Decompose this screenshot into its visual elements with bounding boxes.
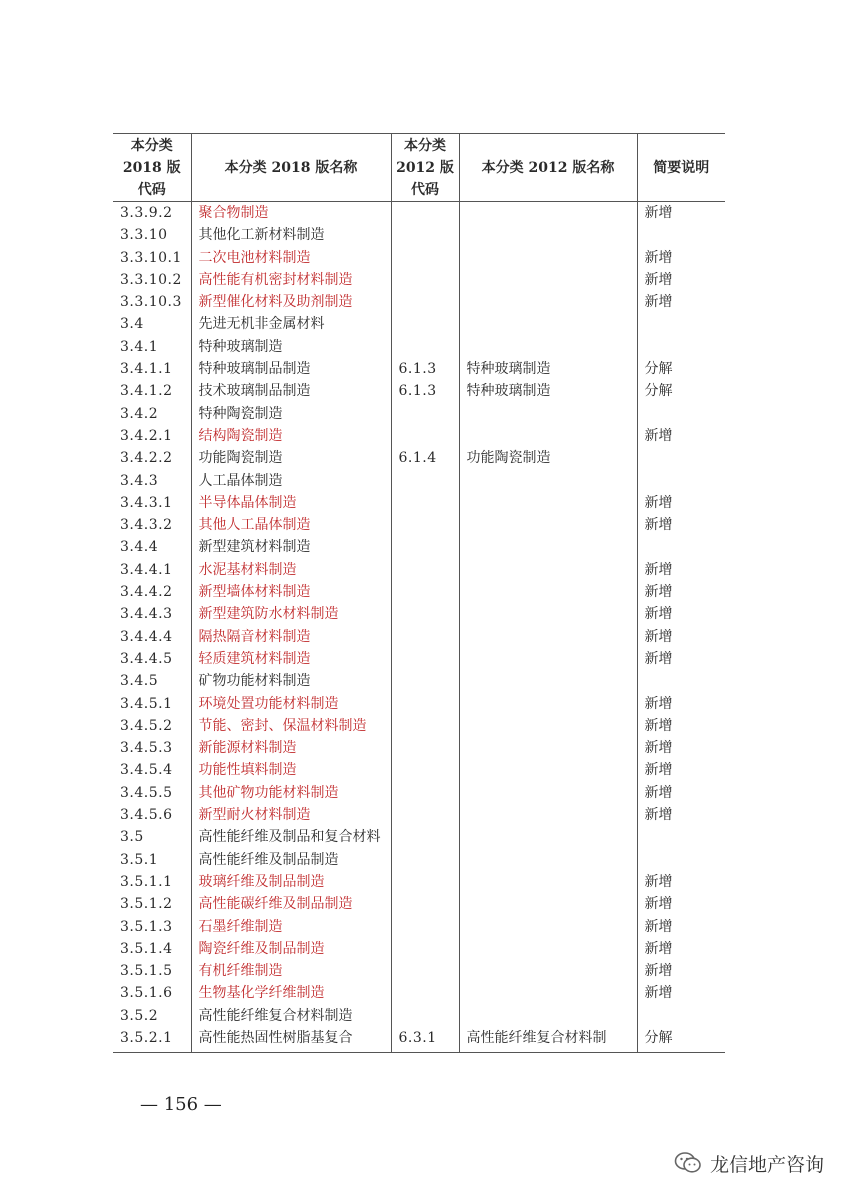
cell-2018-code: 3.5.2.1 [113, 1027, 191, 1053]
header-2018-name: 本分类 2018 版名称 [191, 134, 391, 202]
cell-2018-code: 3.4.4.4 [120, 628, 173, 645]
cell-2018-code: 3.4.3 [120, 472, 159, 489]
cell-2012-code [391, 626, 459, 648]
cell-2018-code: 3.5.1.6 [120, 985, 173, 1002]
cell-2012-code [391, 782, 459, 804]
cell-2018-name: 新型建筑防水材料制造 [191, 603, 391, 625]
cell-2018-name: 其他化工新材料制造 [191, 224, 391, 246]
cell-2018-code: 3.4.1.2 [120, 383, 173, 400]
cell-2018-code: 3.4.5.3 [120, 740, 173, 757]
table-row [113, 960, 725, 982]
cell-note: 新增 [637, 492, 725, 514]
table-row [113, 358, 725, 380]
cell-note: 新增 [637, 269, 725, 291]
cell-2012-code [391, 603, 459, 625]
cell-2018-code: 3.4.1 [120, 338, 159, 355]
cell-2018-name: 特种玻璃制造 [191, 336, 391, 358]
cell-2018-name: 技术玻璃制品制造 [191, 380, 391, 402]
cell-note: 新增 [637, 202, 725, 225]
cell-2018-code: 3.4.4.2 [120, 584, 173, 601]
cell-note: 新增 [637, 871, 725, 893]
cell-note: 分解 [637, 358, 725, 380]
cell-note [637, 313, 725, 335]
cell-2018-code: 3.4.2.2 [120, 450, 173, 467]
cell-2012-code: 6.1.4 [391, 447, 459, 469]
table-row [113, 559, 725, 581]
cell-2012-name [459, 715, 637, 737]
cell-2012-code [391, 514, 459, 536]
cell-note: 新增 [637, 559, 725, 581]
cell-2018-name: 高性能纤维复合材料制造 [191, 1005, 391, 1027]
cell-2012-code [391, 291, 459, 313]
cell-2018-code: 3.4.1.1 [120, 361, 173, 378]
cell-2012-code [391, 938, 459, 960]
cell-2012-code [391, 759, 459, 781]
cell-note: 分解 [637, 380, 725, 402]
cell-2018-name: 新型建筑材料制造 [191, 536, 391, 558]
cell-note: 新增 [637, 893, 725, 915]
cell-2012-name: 特种玻璃制造 [459, 380, 637, 402]
cell-2018-code: 3.3.9.2 [120, 205, 173, 221]
cell-2012-code [391, 559, 459, 581]
cell-2018-code: 3.5.1.3 [120, 918, 173, 935]
cell-2018-name: 先进无机非金属材料 [191, 313, 391, 335]
header-2018-code-line1: 本分类 [130, 137, 173, 154]
cell-2012-name [459, 826, 637, 848]
cell-note [637, 670, 725, 692]
cell-2018-name: 陶瓷纤维及制品制造 [191, 938, 391, 960]
cell-2018-name: 石墨纤维制造 [191, 916, 391, 938]
header-2018-code-line3: 代码 [137, 181, 166, 198]
cell-note: 新增 [637, 247, 725, 269]
cell-2018-name: 新型催化材料及助剂制造 [191, 291, 391, 313]
cell-2018-name: 生物基化学纤维制造 [191, 982, 391, 1004]
cell-2012-code [391, 536, 459, 558]
cell-2018-code: 3.4.3.2 [120, 517, 173, 534]
cell-2012-code [391, 425, 459, 447]
cell-2018-code: 3.5.1.2 [120, 896, 173, 913]
cell-2018-name: 高性能热固性树脂基复合 [191, 1027, 391, 1053]
cell-2012-name [459, 782, 637, 804]
cell-2012-code [391, 403, 459, 425]
cell-2018-code: 3.4.5.2 [120, 717, 173, 734]
cell-note [637, 403, 725, 425]
cell-2012-name [459, 670, 637, 692]
table-row [113, 247, 725, 269]
cell-2012-name [459, 291, 637, 313]
cell-note: 新增 [637, 514, 725, 536]
cell-2012-code [391, 916, 459, 938]
table-row [113, 313, 725, 335]
cell-2018-name: 特种玻璃制品制造 [191, 358, 391, 380]
cell-2018-code: 3.4.5 [120, 673, 159, 690]
table-row [113, 336, 725, 358]
cell-note [637, 224, 725, 246]
cell-2018-name: 特种陶瓷制造 [191, 403, 391, 425]
cell-2018-code: 3.4.4.3 [120, 606, 173, 623]
cell-note: 新增 [637, 425, 725, 447]
table-row [113, 1005, 725, 1027]
cell-note [637, 447, 725, 469]
table-body [113, 202, 725, 1053]
cell-2018-name: 人工晶体制造 [191, 470, 391, 492]
cell-2012-code [391, 492, 459, 514]
cell-2012-name [459, 648, 637, 670]
table-row [113, 447, 725, 469]
table-row [113, 202, 725, 225]
cell-2018-code: 3.4.2.1 [120, 427, 173, 444]
cell-2018-name: 聚合物制造 [191, 202, 391, 225]
cell-2012-name [459, 938, 637, 960]
cell-2018-name: 功能陶瓷制造 [191, 447, 391, 469]
table-row [113, 470, 725, 492]
cell-2012-code [391, 715, 459, 737]
cell-2012-name [459, 581, 637, 603]
cell-note: 新增 [637, 581, 725, 603]
cell-note: 新增 [637, 603, 725, 625]
cell-2012-code [391, 693, 459, 715]
cell-2012-name: 高性能纤维复合材料制 [459, 1027, 637, 1053]
header-2012-name: 本分类 2012 版名称 [459, 134, 637, 202]
table-row [113, 826, 725, 848]
classification-table [113, 133, 725, 1053]
cell-note: 新增 [637, 804, 725, 826]
cell-2012-name [459, 603, 637, 625]
cell-2018-code: 3.4.5.1 [120, 695, 173, 712]
cell-2018-name: 新型墙体材料制造 [191, 581, 391, 603]
cell-2012-name [459, 536, 637, 558]
cell-2012-code [391, 670, 459, 692]
cell-2012-code [391, 648, 459, 670]
cell-2012-code [391, 1005, 459, 1027]
cell-2012-code [391, 737, 459, 759]
cell-2018-name: 结构陶瓷制造 [191, 425, 391, 447]
cell-2012-name [459, 202, 637, 225]
cell-2018-name: 轻质建筑材料制造 [191, 648, 391, 670]
cell-2012-name [459, 514, 637, 536]
table-row [113, 1027, 725, 1053]
cell-2018-code: 3.4.5.5 [120, 784, 173, 801]
cell-2018-name: 其他矿物功能材料制造 [191, 782, 391, 804]
cell-2012-name: 功能陶瓷制造 [459, 447, 637, 469]
cell-note [637, 470, 725, 492]
cell-note: 新增 [637, 960, 725, 982]
cell-note: 新增 [637, 291, 725, 313]
header-2012-code [391, 134, 459, 202]
table-row [113, 514, 725, 536]
cell-2018-code: 3.3.10 [120, 227, 168, 244]
cell-2012-code [391, 470, 459, 492]
cell-2018-code: 3.4.4 [120, 539, 159, 556]
cell-2012-code [391, 849, 459, 871]
cell-2018-code: 3.4.4.5 [120, 650, 173, 667]
cell-2012-name [459, 403, 637, 425]
table-row [113, 224, 725, 246]
cell-2012-name [459, 559, 637, 581]
cell-2012-name [459, 1005, 637, 1027]
header-2012-code-line2: 2012 版 [396, 159, 454, 176]
table-row [113, 759, 725, 781]
cell-note: 分解 [637, 1027, 725, 1053]
cell-2018-code: 3.4.5.6 [120, 807, 173, 824]
table-row [113, 782, 725, 804]
cell-2018-code: 3.4.5.4 [120, 762, 173, 779]
cell-2018-name: 其他人工晶体制造 [191, 514, 391, 536]
header-2012-code-line3: 代码 [411, 181, 439, 198]
cell-2012-name [459, 492, 637, 514]
cell-2012-name [459, 804, 637, 826]
table-row [113, 626, 725, 648]
cell-2018-code: 3.5.1 [120, 851, 159, 868]
cell-2018-code: 3.5.2 [120, 1007, 159, 1024]
cell-2012-name [459, 893, 637, 915]
cell-2012-name: 特种玻璃制造 [459, 358, 637, 380]
table-row [113, 670, 725, 692]
table-row [113, 536, 725, 558]
cell-2012-name [459, 626, 637, 648]
cell-2012-code: 6.1.3 [391, 380, 459, 402]
cell-2018-name: 功能性填料制造 [191, 759, 391, 781]
table-row [113, 291, 725, 313]
wechat-icon [674, 1151, 702, 1175]
cell-2012-code [391, 224, 459, 246]
cell-2018-code: 3.4 [120, 316, 144, 333]
watermark-text: 龙信地产咨询 [709, 1153, 824, 1176]
cell-note: 新增 [637, 916, 725, 938]
cell-2018-code: 3.4.4.1 [120, 561, 173, 578]
cell-note: 新增 [637, 982, 725, 1004]
cell-2018-name: 环境处置功能材料制造 [191, 693, 391, 715]
table-row [113, 380, 725, 402]
cell-2012-code: 6.3.1 [391, 1027, 459, 1053]
cell-2018-name: 半导体晶体制造 [191, 492, 391, 514]
cell-note [637, 1005, 725, 1027]
cell-2018-name: 高性能碳纤维及制品制造 [191, 893, 391, 915]
cell-2012-name [459, 871, 637, 893]
cell-2012-name [459, 269, 637, 291]
header-2018-code [113, 134, 191, 202]
cell-2012-name [459, 470, 637, 492]
table-row [113, 425, 725, 447]
table-row [113, 715, 725, 737]
cell-2012-code [391, 313, 459, 335]
table-row [113, 938, 725, 960]
table-header-row [113, 134, 725, 202]
cell-note: 新增 [637, 938, 725, 960]
table-row [113, 849, 725, 871]
cell-2018-code: 3.5.1.4 [120, 940, 173, 957]
cell-2018-name: 矿物功能材料制造 [191, 670, 391, 692]
table-row [113, 893, 725, 915]
cell-2018-name: 隔热隔音材料制造 [191, 626, 391, 648]
cell-2012-code [391, 826, 459, 848]
table-row [113, 693, 725, 715]
cell-2012-code [391, 269, 459, 291]
cell-2018-code: 3.4.2 [120, 405, 159, 422]
cell-note [637, 826, 725, 848]
cell-2018-code: 3.3.10.1 [120, 249, 182, 266]
cell-2012-code [391, 871, 459, 893]
cell-2018-name: 二次电池材料制造 [191, 247, 391, 269]
cell-2018-name: 新型耐火材料制造 [191, 804, 391, 826]
cell-note: 新增 [637, 715, 725, 737]
cell-2012-code [391, 982, 459, 1004]
cell-2012-name [459, 313, 637, 335]
cell-2018-code: 3.5.1.1 [120, 873, 173, 890]
table-row [113, 804, 725, 826]
table-row [113, 269, 725, 291]
watermark [674, 1148, 824, 1178]
table-row [113, 403, 725, 425]
cell-2018-name: 水泥基材料制造 [191, 559, 391, 581]
cell-2018-name: 高性能纤维及制品制造 [191, 849, 391, 871]
cell-2012-name [459, 693, 637, 715]
table-row [113, 737, 725, 759]
cell-2012-name [459, 982, 637, 1004]
table-row [113, 916, 725, 938]
table-row [113, 648, 725, 670]
cell-2012-name [459, 224, 637, 246]
cell-2012-code [391, 247, 459, 269]
header-2018-code-line2: 2018 版 [122, 159, 181, 176]
cell-note [637, 536, 725, 558]
cell-note: 新增 [637, 759, 725, 781]
cell-2012-name [459, 960, 637, 982]
cell-2012-code [391, 960, 459, 982]
cell-note [637, 336, 725, 358]
cell-note: 新增 [637, 648, 725, 670]
cell-2012-name [459, 737, 637, 759]
cell-2018-code: 3.5 [120, 829, 144, 846]
cell-2012-name [459, 759, 637, 781]
cell-2018-name: 新能源材料制造 [191, 737, 391, 759]
header-2012-code-line1: 本分类 [404, 137, 446, 154]
cell-2012-code [391, 581, 459, 603]
cell-2018-name: 高性能纤维及制品和复合材料 [191, 826, 391, 848]
cell-note: 新增 [637, 693, 725, 715]
cell-note: 新增 [637, 782, 725, 804]
table-row [113, 492, 725, 514]
cell-2012-code [391, 336, 459, 358]
cell-2012-code [391, 893, 459, 915]
cell-2018-code: 3.4.3.1 [120, 494, 173, 511]
cell-2012-code [391, 804, 459, 826]
cell-2012-name [459, 425, 637, 447]
cell-2012-name [459, 916, 637, 938]
cell-2018-name: 节能、密封、保温材料制造 [191, 715, 391, 737]
table-row [113, 603, 725, 625]
cell-2018-name: 高性能有机密封材料制造 [191, 269, 391, 291]
cell-2012-name [459, 247, 637, 269]
cell-note: 新增 [637, 626, 725, 648]
cell-2012-code [391, 202, 459, 225]
table-row [113, 982, 725, 1004]
cell-2012-name [459, 849, 637, 871]
cell-note [637, 849, 725, 871]
cell-2012-code: 6.1.3 [391, 358, 459, 380]
table-row [113, 871, 725, 893]
table-row [113, 581, 725, 603]
cell-2018-name: 玻璃纤维及制品制造 [191, 871, 391, 893]
cell-2018-code: 3.3.10.3 [120, 294, 182, 311]
page-number: — 156 — [140, 1094, 222, 1115]
cell-2018-code: 3.3.10.2 [120, 271, 182, 288]
cell-note: 新增 [637, 737, 725, 759]
cell-2018-code: 3.5.1.5 [120, 963, 173, 980]
cell-2018-name: 有机纤维制造 [191, 960, 391, 982]
cell-2012-name [459, 336, 637, 358]
header-note: 简要说明 [637, 134, 725, 202]
